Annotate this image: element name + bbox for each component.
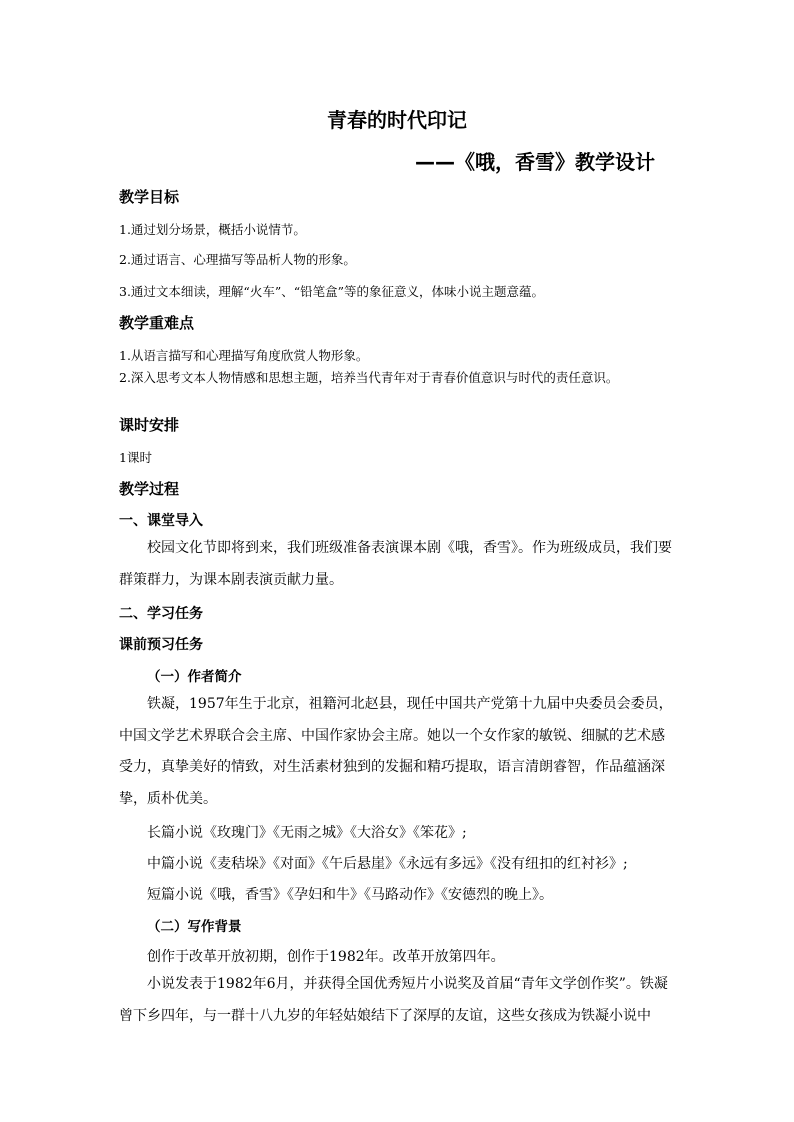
- background-paragraph: 小说发表于1982年6月，并获得全国优秀短片小说奖及首届“青年文学创作奖”。铁凝曾下乡四年，与一群十八九岁的年轻姑娘结下了深厚的友谊，这些女孩成为铁凝小说中: [119, 976, 668, 1024]
- goal-item: 2.通过语言、心理描写等品析人物的形象。: [119, 252, 356, 267]
- intro-heading: 一、课堂导入: [119, 513, 203, 529]
- section-heading-process: 教学过程: [119, 480, 180, 498]
- goal-item: 1.通过划分场景，概括小说情节。: [119, 222, 306, 237]
- document-subtitle: ——《哦，香雪》教学设计: [415, 150, 655, 174]
- author-intro-heading: （一）作者简介: [147, 669, 242, 685]
- intro-paragraph: 校园文化节即将到来，我们班级准备表演课本剧《哦，香雪》。作为班级成员，我们要群策群力，为课本剧表演贡献力量。: [119, 540, 672, 588]
- works-line: 短篇小说《哦，香雪》《孕妇和牛》《马路动作》《安德烈的晚上》。: [147, 887, 553, 903]
- section-heading-schedule: 课时安排: [119, 416, 180, 434]
- document-title: 青春的时代印记: [327, 108, 467, 132]
- schedule-text: 1课时: [119, 450, 152, 465]
- difficulty-item: 1.从语言描写和心理描写角度欣赏人物形象。: [119, 348, 369, 363]
- tasks-heading: 二、学习任务: [119, 606, 203, 622]
- section-heading-difficulties: 教学重难点: [119, 314, 195, 332]
- goal-item: 3.通过文本细读，理解“火车”、“铅笔盒”等的象征意义，体味小说主题意蕴。: [119, 284, 544, 299]
- background-heading: （二）写作背景: [147, 919, 242, 935]
- background-line: 创作于改革开放初期，创作于1982年。改革开放第四年。: [147, 949, 505, 965]
- works-line: 中篇小说《麦秸垛》《对面》《午后悬崖》《永远有多远》《没有纽扣的红衬衫》;: [147, 856, 628, 872]
- author-intro-paragraph: 铁凝，1957年生于北京，祖籍河北赵县，现任中国共产党第十九届中央委员会委员，中国文学艺术界联合会主席、中国作家协会主席。她以一个女作家的敏锐、细腻的艺术感受力，真挚美好的情致，对生活素材独到的发掘和精巧提取，语言清朗睿智，作品蕴涵深挚，质朴优美。: [119, 696, 673, 807]
- difficulty-item: 2.深入思考文本人物情感和思想主题，培养当代青年对于青春价值意识与时代的责任意识。: [119, 370, 619, 385]
- preview-tasks-heading: 课前预习任务: [119, 637, 203, 653]
- works-line: 长篇小说《玫瑰门》《无雨之城》《大浴女》《笨花》;: [147, 825, 467, 841]
- section-heading-goals: 教学目标: [119, 188, 180, 206]
